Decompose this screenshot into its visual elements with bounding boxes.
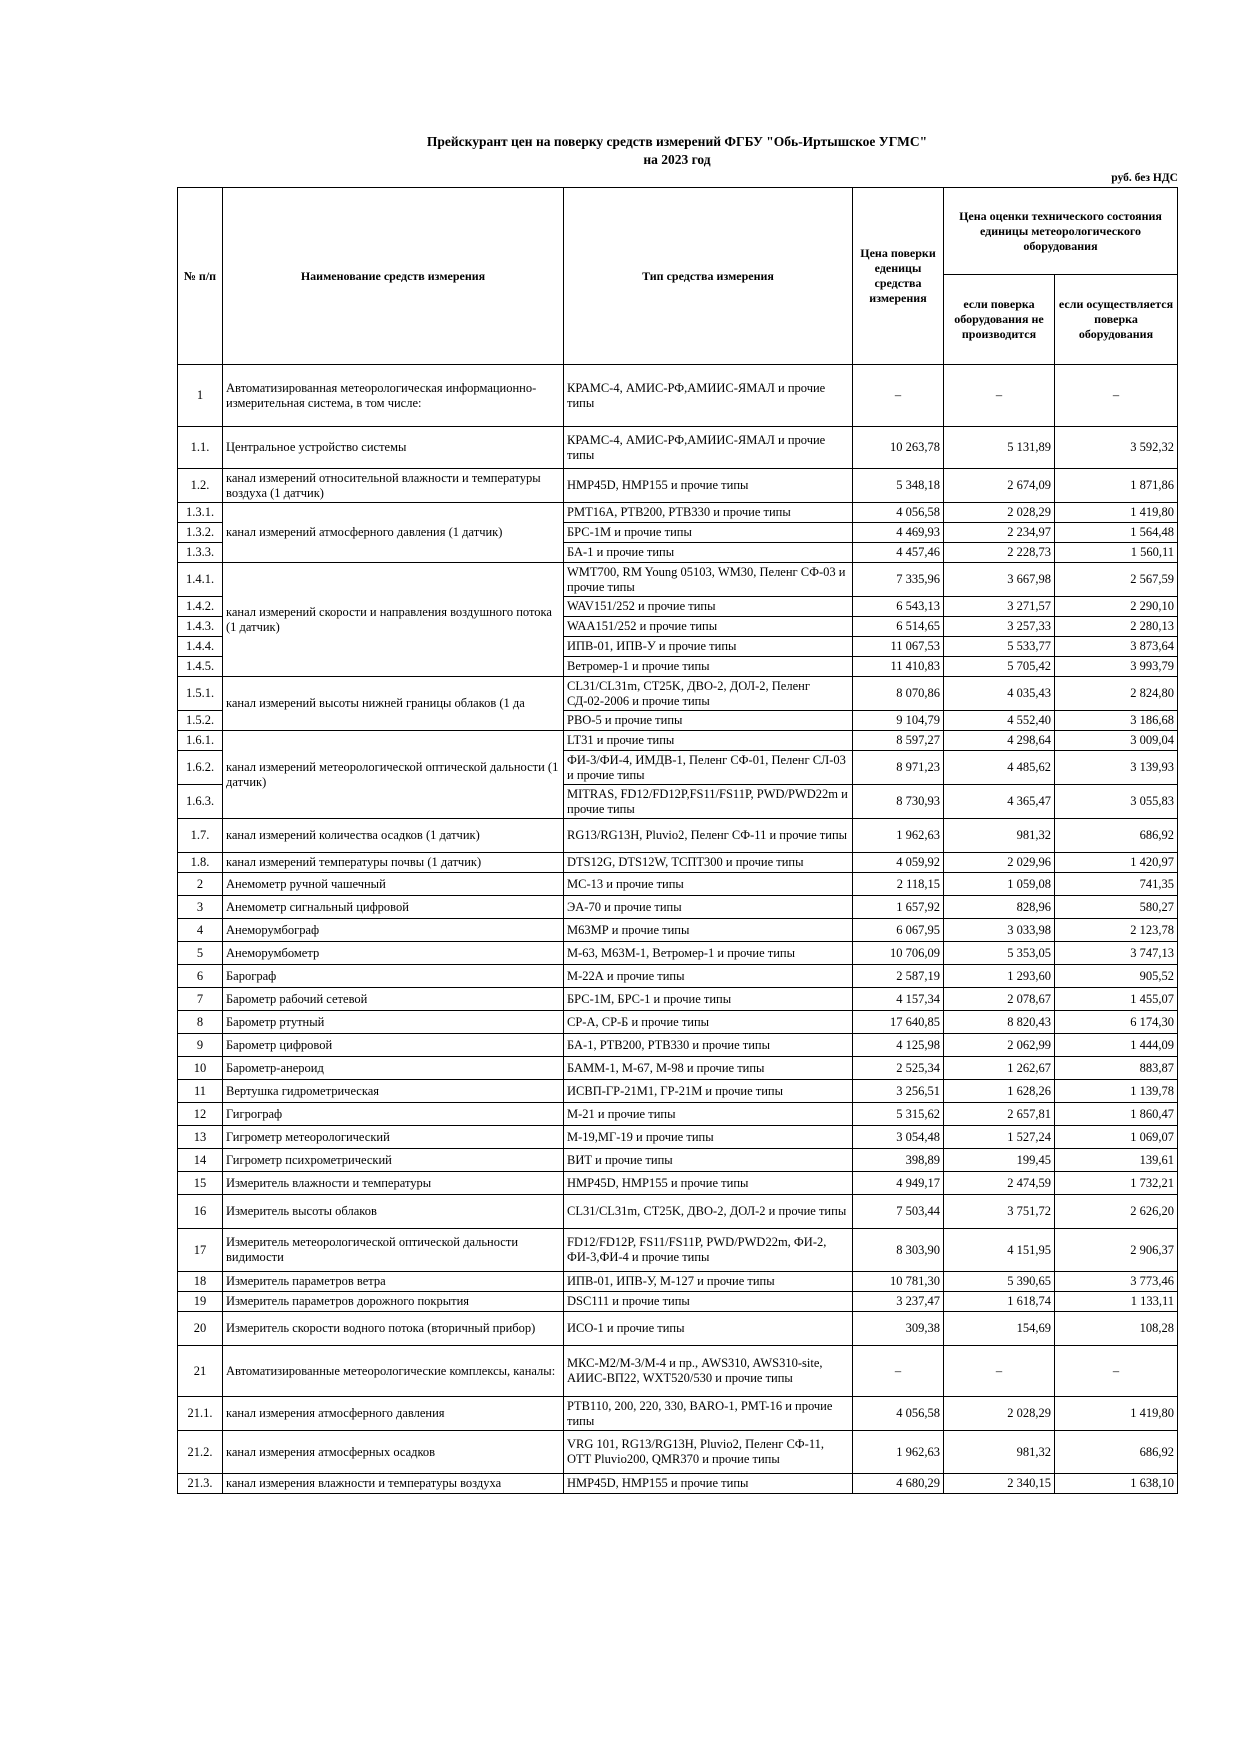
row-num: 12 [178,1103,223,1126]
row-num: 21.3. [178,1474,223,1494]
row-num: 1.3.3. [178,543,223,563]
row-type: БРС-1М и прочие типы [564,523,853,543]
row-assess-yes: 3 186,68 [1055,711,1178,731]
row-type: М-63, М63М-1, Ветромер-1 и прочие типы [564,942,853,965]
row-assess-no: 5 705,42 [944,657,1055,677]
row-assess-yes: 2 567,59 [1055,563,1178,597]
row-num: 4 [178,919,223,942]
row-name: Барометр рабочий сетевой [223,988,564,1011]
row-type: PMT16A, PTB200, PTB330 и прочие типы [564,503,853,523]
row-assess-yes: 3 873,64 [1055,637,1178,657]
row-num: 1.4.4. [178,637,223,657]
row-name: Измеритель влажности и температуры [223,1172,564,1195]
row-type: ВИТ и прочие типы [564,1149,853,1172]
row-assess-yes: 686,92 [1055,819,1178,853]
row-assess-no: – [944,1346,1055,1397]
table-row [178,365,1178,427]
row-assess-no: 3 271,57 [944,597,1055,617]
row-assess-no: 828,96 [944,896,1055,919]
table-row [178,1229,1178,1272]
row-type: CL31/CL31m, CT25K, ДВО-2, ДОЛ-2, Пеленг СД-02-2006 и прочие типы [564,677,853,711]
row-assess-no: 2 340,15 [944,1474,1055,1494]
table-row [178,988,1178,1011]
row-assess-no: 1 618,74 [944,1292,1055,1312]
row-assess-no: 2 062,99 [944,1034,1055,1057]
row-price: 7 503,44 [853,1195,944,1229]
row-num: 6 [178,965,223,988]
row-name: Анеморумбометр [223,942,564,965]
table-row [178,873,1178,896]
row-assess-yes: 2 280,13 [1055,617,1178,637]
row-assess-no: 4 485,62 [944,751,1055,785]
row-name: канал измерения атмосферного давления [223,1397,564,1431]
row-type: MITRAS, FD12/FD12P,FS11/FS11P, PWD/PWD22m и прочие типы [564,785,853,819]
row-type: CL31/CL31m, CT25K, ДВО-2, ДОЛ-2 и прочие типы [564,1195,853,1229]
row-assess-yes: 2 123,78 [1055,919,1178,942]
row-num: 10 [178,1057,223,1080]
document-title [0,133,1240,169]
header-assess: Цена оценки технического состояния единицы метеорологического оборудования [944,188,1178,275]
row-price: 6 067,95 [853,919,944,942]
table-row [178,731,1178,751]
row-name: Барометр ртутный [223,1011,564,1034]
table-row [178,1080,1178,1103]
row-assess-yes: 1 069,07 [1055,1126,1178,1149]
row-assess-yes: 1 419,80 [1055,1397,1178,1431]
row-assess-no: 2 029,96 [944,853,1055,873]
row-assess-yes: 741,35 [1055,873,1178,896]
row-type: DTS12G, DTS12W, ТСПТ300 и прочие типы [564,853,853,873]
row-assess-no: 1 628,26 [944,1080,1055,1103]
row-price: 3 054,48 [853,1126,944,1149]
row-name: Измеритель параметров дорожного покрытия [223,1292,564,1312]
table-row [178,1312,1178,1346]
row-assess-no: 981,32 [944,819,1055,853]
table-row [178,965,1178,988]
row-type: FD12/FD12P, FS11/FS11P, PWD/PWD22m, ФИ-2, ФИ-3,ФИ-4 и прочие типы [564,1229,853,1272]
row-price: 2 525,34 [853,1057,944,1080]
row-name: Барометр цифровой [223,1034,564,1057]
row-num: 21.1. [178,1397,223,1431]
row-num: 1.4.2. [178,597,223,617]
row-price: 309,38 [853,1312,944,1346]
row-assess-yes: 1 860,47 [1055,1103,1178,1126]
row-assess-yes: 108,28 [1055,1312,1178,1346]
row-assess-yes: 6 174,30 [1055,1011,1178,1034]
row-name: Измеритель скорости водного потока (вторичный прибор) [223,1312,564,1346]
row-assess-no: 2 078,67 [944,988,1055,1011]
row-price: 1 657,92 [853,896,944,919]
row-name: Анемометр ручной чашечный [223,873,564,896]
row-name: канал измерения влажности и температуры воздуха [223,1474,564,1494]
table-row [178,1474,1178,1494]
row-assess-yes: 1 419,80 [1055,503,1178,523]
row-price: 4 157,34 [853,988,944,1011]
row-assess-yes: 905,52 [1055,965,1178,988]
table-row [178,853,1178,873]
row-assess-no: 5 390,65 [944,1272,1055,1292]
row-type: ИСО-1 и прочие типы [564,1312,853,1346]
row-num: 1.2. [178,469,223,503]
row-assess-no: 2 674,09 [944,469,1055,503]
table-row [178,942,1178,965]
row-type: БРС-1М, БРС-1 и прочие типы [564,988,853,1011]
row-price: 8 597,27 [853,731,944,751]
row-num: 14 [178,1149,223,1172]
row-price: 10 706,09 [853,942,944,965]
table-row [178,563,1178,597]
table-row [178,1149,1178,1172]
row-num: 1.4.3. [178,617,223,637]
row-price: 4 125,98 [853,1034,944,1057]
table-row [178,819,1178,853]
row-type: PTB110, 200, 220, 330, BARO-1, PMT-16 и прочие типы [564,1397,853,1431]
table-row [178,1011,1178,1034]
row-assess-no: 5 353,05 [944,942,1055,965]
row-type: М-22А и прочие типы [564,965,853,988]
row-type: ИПВ-01, ИПВ-У и прочие типы [564,637,853,657]
row-price: – [853,1346,944,1397]
row-num: 8 [178,1011,223,1034]
row-assess-no: 2 234,97 [944,523,1055,543]
table-row [178,1126,1178,1149]
row-price: – [853,365,944,427]
row-num: 1.7. [178,819,223,853]
row-num: 1.1. [178,427,223,469]
row-assess-no: 4 151,95 [944,1229,1055,1272]
row-name: Автоматизированная метеорологическая информационно-измерительная система, в том числе: [223,365,564,427]
currency-note: руб. без НДС [1111,172,1178,184]
row-num: 2 [178,873,223,896]
row-assess-yes: 1 455,07 [1055,988,1178,1011]
row-price: 7 335,96 [853,563,944,597]
row-price: 3 256,51 [853,1080,944,1103]
row-name: канал измерений скорости и направления воздушного потока (1 датчик) [223,563,564,677]
row-type: БА-1 и прочие типы [564,543,853,563]
table-row [178,919,1178,942]
table-row [178,1397,1178,1431]
row-num: 1.8. [178,853,223,873]
row-type: КРАМС-4, АМИС-РФ,АМИИС-ЯМАЛ и прочие типы [564,427,853,469]
row-price: 11 067,53 [853,637,944,657]
row-assess-no: 981,32 [944,1431,1055,1474]
row-price: 5 348,18 [853,469,944,503]
row-assess-yes: 2 290,10 [1055,597,1178,617]
row-assess-no: 4 552,40 [944,711,1055,731]
row-num: 9 [178,1034,223,1057]
row-price: 2 587,19 [853,965,944,988]
row-assess-no: 1 059,08 [944,873,1055,896]
row-assess-yes: 3 055,83 [1055,785,1178,819]
header-name: Наименование средств измерения [223,188,564,365]
row-assess-yes: 3 139,93 [1055,751,1178,785]
row-assess-yes: – [1055,365,1178,427]
row-type: ФИ-3/ФИ-4, ИМДВ-1, Пеленг СФ-01, Пеленг СЛ-03 и прочие типы [564,751,853,785]
row-name: Автоматизированные метеорологические комплексы, каналы: [223,1346,564,1397]
row-assess-no: 3 257,33 [944,617,1055,637]
row-name: канал измерений высоты нижней границы облаков (1 да [223,677,564,731]
row-num: 16 [178,1195,223,1229]
header-num: № п/п [178,188,223,365]
row-type: М63МР и прочие типы [564,919,853,942]
row-num: 18 [178,1272,223,1292]
table-row [178,677,1178,711]
row-type: ИПВ-01, ИПВ-У, М-127 и прочие типы [564,1272,853,1292]
row-price: 11 410,83 [853,657,944,677]
row-name: Гигрометр метеорологический [223,1126,564,1149]
row-assess-no: 2 474,59 [944,1172,1055,1195]
row-name: Измеритель метеорологической оптической дальности видимости [223,1229,564,1272]
row-assess-no: 2 028,29 [944,503,1055,523]
row-assess-yes: 3 993,79 [1055,657,1178,677]
row-assess-no: 2 657,81 [944,1103,1055,1126]
header-assess-no: если поверка оборудования не производится [944,275,1055,365]
row-num: 15 [178,1172,223,1195]
row-price: 4 056,58 [853,1397,944,1431]
row-name: Вертушка гидрометрическая [223,1080,564,1103]
row-type: М-19,МГ-19 и прочие типы [564,1126,853,1149]
table-row [178,896,1178,919]
row-type: HMP45D, HMP155 и прочие типы [564,1172,853,1195]
row-assess-yes: 1 871,86 [1055,469,1178,503]
row-num: 7 [178,988,223,1011]
row-name: Центральное устройство системы [223,427,564,469]
row-num: 1.6.3. [178,785,223,819]
row-assess-yes: – [1055,1346,1178,1397]
row-num: 1.3.1. [178,503,223,523]
row-price: 4 059,92 [853,853,944,873]
table-row [178,469,1178,503]
row-num: 1.6.2. [178,751,223,785]
row-assess-yes: 2 626,20 [1055,1195,1178,1229]
row-assess-yes: 1 444,09 [1055,1034,1178,1057]
row-type: БАММ-1, М-67, М-98 и прочие типы [564,1057,853,1080]
row-name: Гигрограф [223,1103,564,1126]
row-name: Анеморумбограф [223,919,564,942]
header-price: Цена поверки еденицы средства измерения [853,188,944,365]
row-type: М-21 и прочие типы [564,1103,853,1126]
row-assess-no: – [944,365,1055,427]
row-type: DSC111 и прочие типы [564,1292,853,1312]
table-row [178,1431,1178,1474]
table-row [178,1103,1178,1126]
row-type: HMP45D, HMP155 и прочие типы [564,469,853,503]
table-row [178,1195,1178,1229]
header-type: Тип средства измерения [564,188,853,365]
row-type: Ветромер-1 и прочие типы [564,657,853,677]
row-name: канал измерений количества осадков (1 датчик) [223,819,564,853]
row-price: 8 303,90 [853,1229,944,1272]
row-assess-no: 2 028,29 [944,1397,1055,1431]
row-assess-no: 8 820,43 [944,1011,1055,1034]
row-num: 1.6.1. [178,731,223,751]
row-price: 4 457,46 [853,543,944,563]
row-assess-yes: 1 732,21 [1055,1172,1178,1195]
table-body [178,365,1178,1494]
row-assess-yes: 2 824,80 [1055,677,1178,711]
row-assess-no: 3 667,98 [944,563,1055,597]
row-type: HMP45D, HMP155 и прочие типы [564,1474,853,1494]
row-price: 10 263,78 [853,427,944,469]
row-assess-yes: 1 564,48 [1055,523,1178,543]
row-assess-yes: 1 638,10 [1055,1474,1178,1494]
row-num: 1.3.2. [178,523,223,543]
row-num: 19 [178,1292,223,1312]
row-assess-no: 199,45 [944,1149,1055,1172]
row-assess-no: 4 035,43 [944,677,1055,711]
row-assess-no: 2 228,73 [944,543,1055,563]
row-price: 10 781,30 [853,1272,944,1292]
row-name: канал измерений относительной влажности и температуры воздуха (1 датчик) [223,469,564,503]
row-type: ЭА-70 и прочие типы [564,896,853,919]
row-price: 17 640,85 [853,1011,944,1034]
table-row [178,1292,1178,1312]
row-num: 1.4.5. [178,657,223,677]
row-price: 4 056,58 [853,503,944,523]
row-name: Измеритель параметров ветра [223,1272,564,1292]
row-num: 20 [178,1312,223,1346]
row-price: 9 104,79 [853,711,944,731]
row-assess-no: 4 365,47 [944,785,1055,819]
row-name: Гигрометр психрометрический [223,1149,564,1172]
row-assess-no: 1 293,60 [944,965,1055,988]
row-price: 5 315,62 [853,1103,944,1126]
row-name: Барометр-анероид [223,1057,564,1080]
row-assess-no: 5 131,89 [944,427,1055,469]
row-assess-no: 4 298,64 [944,731,1055,751]
row-assess-no: 1 262,67 [944,1057,1055,1080]
row-name: Измеритель высоты облаков [223,1195,564,1229]
row-name: Анемометр сигнальный цифровой [223,896,564,919]
row-num: 21.2. [178,1431,223,1474]
row-assess-yes: 3 773,46 [1055,1272,1178,1292]
row-assess-no: 1 527,24 [944,1126,1055,1149]
title-line-2: на 2023 год [643,152,711,167]
table-row [178,1346,1178,1397]
row-type: WAA151/252 и прочие типы [564,617,853,637]
row-price: 398,89 [853,1149,944,1172]
table-row [178,427,1178,469]
table-header [178,188,1178,365]
row-assess-yes: 3 592,32 [1055,427,1178,469]
row-assess-yes: 883,87 [1055,1057,1178,1080]
row-type: МКС-М2/М-3/М-4 и пр., AWS310, AWS310-site, АИИС-ВП22, WXT520/530 и прочие типы [564,1346,853,1397]
row-assess-yes: 1 139,78 [1055,1080,1178,1103]
title-line-1: Прейскурант цен на поверку средств измерений ФГБУ "Обь-Иртышское УГМС" [426,134,928,149]
row-num: 11 [178,1080,223,1103]
row-type: РВО-5 и прочие типы [564,711,853,731]
table-row [178,1057,1178,1080]
row-assess-yes: 1 133,11 [1055,1292,1178,1312]
row-price: 6 514,65 [853,617,944,637]
row-type: WAV151/252 и прочие типы [564,597,853,617]
row-assess-yes: 1 560,11 [1055,543,1178,563]
row-price: 8 730,93 [853,785,944,819]
row-num: 1.4.1. [178,563,223,597]
row-price: 3 237,47 [853,1292,944,1312]
row-assess-no: 154,69 [944,1312,1055,1346]
row-price: 1 962,63 [853,1431,944,1474]
row-num: 5 [178,942,223,965]
row-name: канал измерений атмосферного давления (1 датчик) [223,503,564,563]
price-table [177,187,1178,1494]
row-assess-no: 3 033,98 [944,919,1055,942]
row-price: 4 680,29 [853,1474,944,1494]
row-type: СР-А, СР-Б и прочие типы [564,1011,853,1034]
row-type: WMT700, RM Young 05103, WM30, Пеленг СФ-03 и прочие типы [564,563,853,597]
row-assess-no: 3 751,72 [944,1195,1055,1229]
table-row [178,1272,1178,1292]
row-name: канал измерений метеорологической оптической дальности (1 датчик) [223,731,564,819]
row-price: 1 962,63 [853,819,944,853]
row-assess-yes: 3 747,13 [1055,942,1178,965]
header-assess-yes: если осуществляется поверка оборудования [1055,275,1178,365]
row-price: 2 118,15 [853,873,944,896]
table-row [178,1034,1178,1057]
row-type: ИСВП-ГР-21М1, ГР-21М и прочие типы [564,1080,853,1103]
row-assess-yes: 2 906,37 [1055,1229,1178,1272]
table-row [178,1172,1178,1195]
table-row [178,503,1178,523]
row-type: МС-13 и прочие типы [564,873,853,896]
row-type: КРАМС-4, АМИС-РФ,АМИИС-ЯМАЛ и прочие типы [564,365,853,427]
row-num: 13 [178,1126,223,1149]
row-price: 8 070,86 [853,677,944,711]
row-assess-yes: 1 420,97 [1055,853,1178,873]
row-num: 1 [178,365,223,427]
row-name: канал измерений температуры почвы (1 датчик) [223,853,564,873]
row-assess-yes: 139,61 [1055,1149,1178,1172]
row-price: 8 971,23 [853,751,944,785]
row-num: 17 [178,1229,223,1272]
row-price: 4 469,93 [853,523,944,543]
row-num: 21 [178,1346,223,1397]
row-num: 3 [178,896,223,919]
row-name: канал измерения атмосферных осадков [223,1431,564,1474]
row-type: БА-1, PTB200, PTB330 и прочие типы [564,1034,853,1057]
row-price: 4 949,17 [853,1172,944,1195]
row-assess-yes: 3 009,04 [1055,731,1178,751]
row-assess-yes: 686,92 [1055,1431,1178,1474]
row-assess-no: 5 533,77 [944,637,1055,657]
row-num: 1.5.2. [178,711,223,731]
row-name: Барограф [223,965,564,988]
row-type: LT31 и прочие типы [564,731,853,751]
row-type: RG13/RG13H, Pluvio2, Пеленг СФ-11 и прочие типы [564,819,853,853]
row-price: 6 543,13 [853,597,944,617]
row-num: 1.5.1. [178,677,223,711]
row-type: VRG 101, RG13/RG13H, Pluvio2, Пеленг СФ-11, OTT Pluvio200, QMR370 и прочие типы [564,1431,853,1474]
row-assess-yes: 580,27 [1055,896,1178,919]
